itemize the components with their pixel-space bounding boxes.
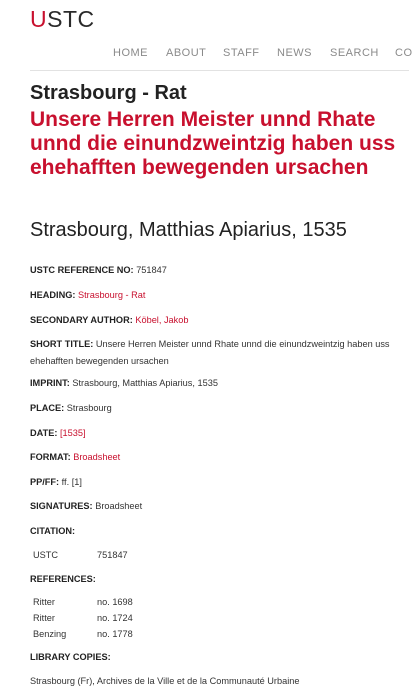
field-value: Strasbourg <box>66 403 112 413</box>
nav-home[interactable]: HOME <box>113 47 148 59</box>
field-label: CITATION: <box>30 526 76 536</box>
record-heading: Strasbourg - Rat <box>30 82 187 104</box>
reference-source: Ritter <box>33 597 55 607</box>
field-label: SIGNATURES: <box>30 501 93 511</box>
format-link[interactable]: Broadsheet <box>73 452 121 462</box>
field-label: HEADING: <box>30 290 76 300</box>
reference-number: no. 1724 <box>97 613 133 623</box>
header-divider <box>30 70 409 71</box>
field-library-copies <box>30 649 392 666</box>
field-label: REFERENCES: <box>30 574 96 584</box>
library-copy: Strasbourg (Fr), Archives de la Ville et de la Communauté Urbaine <box>30 676 300 686</box>
field-label: PLACE: <box>30 403 65 413</box>
field-label: LIBRARY COPIES: <box>30 652 111 662</box>
field-label: USTC REFERENCE NO: <box>30 265 134 275</box>
logo-initial: U <box>30 6 48 32</box>
field-date <box>30 425 392 442</box>
record-imprint: Strasbourg, Matthias Apiarius, 1535 <box>30 219 347 241</box>
nav-contact[interactable]: CO <box>395 47 413 59</box>
reference-source: Benzing <box>33 629 67 639</box>
field-label: FORMAT: <box>30 452 71 462</box>
field-imprint <box>30 375 392 392</box>
field-reference <box>30 262 392 279</box>
citation-number: 751847 <box>97 550 128 560</box>
date-link[interactable]: [1535] <box>59 428 86 438</box>
field-signatures <box>30 498 392 515</box>
field-place <box>30 400 392 417</box>
field-format <box>30 449 392 466</box>
field-label: IMPRINT: <box>30 378 70 388</box>
field-label: DATE: <box>30 428 58 438</box>
logo-rest: STC <box>47 6 95 32</box>
field-value: Strasbourg, Matthias Apiarius, 1535 <box>72 378 218 388</box>
field-label: SHORT TITLE: <box>30 339 94 349</box>
field-secondary-author <box>30 312 392 329</box>
nav-news[interactable]: NEWS <box>277 47 312 59</box>
field-value: Unsere Herren Meister unnd Rhate unnd die einundzweintzig haben uss ehehafften bewegenden ursachen <box>30 339 390 366</box>
nav-staff[interactable]: STAFF <box>223 47 260 59</box>
field-citation <box>30 523 392 540</box>
field-value: 751847 <box>136 265 167 275</box>
field-label: SECONDARY AUTHOR: <box>30 315 133 325</box>
field-references <box>30 571 392 588</box>
nav-search[interactable]: SEARCH <box>330 47 379 59</box>
field-value: Broadsheet <box>95 501 143 511</box>
field-heading <box>30 287 392 304</box>
citation-source: USTC <box>33 550 59 560</box>
heading-link[interactable]: Strasbourg - Rat <box>78 290 146 300</box>
field-short-title <box>30 336 392 370</box>
reference-number: no. 1698 <box>97 597 133 607</box>
field-value: ff. [1] <box>61 477 82 487</box>
field-label: PP/FF: <box>30 477 60 487</box>
site-logo[interactable] <box>30 6 95 33</box>
field-ppff <box>30 474 392 491</box>
nav-about[interactable]: ABOUT <box>166 47 207 59</box>
reference-number: no. 1778 <box>97 629 133 639</box>
reference-source: Ritter <box>33 613 55 623</box>
record-title: Unsere Herren Meister unnd Rhate unnd die einundzweintzig haben uss ehehafften bewegenden ursachen <box>30 108 396 179</box>
secondary-author-link[interactable]: Köbel, Jakob <box>135 315 189 325</box>
